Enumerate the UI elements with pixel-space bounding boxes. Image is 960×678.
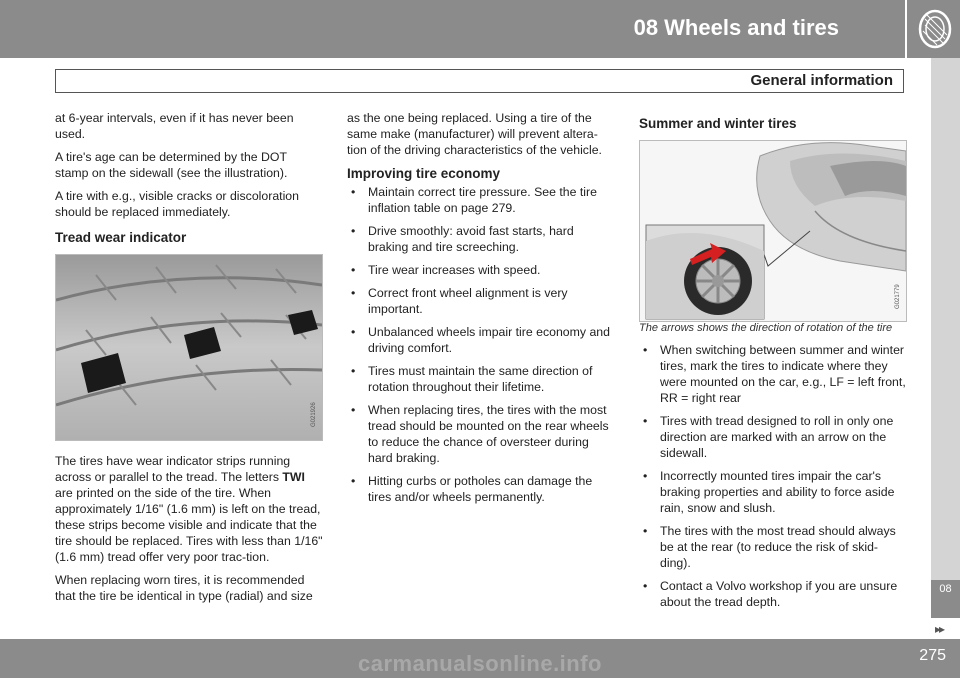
side-tab-strip [931, 58, 960, 618]
tire-economy-list [347, 184, 615, 505]
chapter-tab[interactable] [931, 580, 960, 618]
list-item: • Contact a Volvo workshop if you are unsure about the tread depth. [639, 578, 907, 610]
list-item: • When switching between summer and winter tires, mark the tires to indicate where they were mounted on the car, e.g., LF = left front, RR = right rear [639, 342, 907, 406]
next-page-arrows[interactable]: ▸▸ [935, 622, 944, 636]
col1-paragraph-4: The tires have wear indicator strips running across or parallel to the tread. The letters TWI are printed on the side of the tire. When approximately 1/16" (1.6 mm) is left on the tread, these strips become visible and indicate that the tire should be replaced. Tires with less than 1/16" (1.6 mm) tread offer very poor trac-tion. [55, 454, 323, 564]
car-wheel-image [640, 141, 906, 321]
list-item: • Maintain correct tire pressure. See the tire inflation table on page 279. [347, 184, 615, 216]
col2-paragraph-1: as the one being replaced. Using a tire of the same make (manufacturer) will prevent altera-tion of the driving characteristics of the vehicle. [347, 111, 602, 157]
tread-wear-illustration [55, 254, 323, 441]
header-icon-box [905, 0, 960, 58]
col1-paragraph-2: A tire's age can be determined by the DOT stamp on the sidewall (see the illustration). [55, 150, 288, 180]
chapter-tab-label: 08 [939, 583, 952, 595]
tread-wear-heading: Tread wear indicator [55, 230, 187, 245]
watermark: carmanualsonline.info [358, 651, 602, 676]
footer-bar [0, 639, 960, 678]
list-item: • Incorrectly mounted tires impair the car's braking properties and ability to force aside rain, snow and slush. [639, 468, 907, 516]
column-1 [55, 110, 323, 611]
chapter-title: 08 Wheels and tires [633, 15, 839, 40]
section-title: General information [750, 72, 893, 89]
list-item: • Unbalanced wheels impair tire economy and driving comfort. [347, 324, 615, 356]
summer-winter-heading: Summer and winter tires [639, 116, 797, 131]
figure-code: G021926 [311, 402, 317, 427]
col1-paragraph-1: at 6-year intervals, even if it has never been used. [55, 111, 294, 141]
col1-paragraph-3: A tire with e.g., visible cracks or discoloration should be replaced immediately. [55, 189, 299, 219]
list-item: • Tires with tread designed to roll in only one direction are marked with an arrow on the sidewall. [639, 413, 907, 461]
summer-winter-list [639, 342, 907, 610]
tire-economy-heading: Improving tire economy [347, 166, 501, 181]
list-item: • Hitting curbs or potholes can damage the tires and/or wheels permanently. [347, 473, 615, 505]
tire-tread-image [56, 255, 322, 440]
list-item: • Tires must maintain the same direction of rotation throughout their lifetime. [347, 363, 615, 395]
col1-paragraph-5: When replacing worn tires, it is recommended that the tire be identical in type (radial) and size [55, 573, 313, 603]
rotation-illustration [639, 140, 907, 322]
column-2 [347, 110, 615, 512]
page-number: 275 [919, 647, 946, 664]
tire-icon [917, 9, 953, 49]
list-item: • When replacing tires, the tires with the most tread should be mounted on the rear wheels to reduce the chance of oversteer during hard braking. [347, 402, 615, 466]
figure-code: G021779 [895, 284, 901, 309]
list-item: • Tire wear increases with speed. [347, 262, 615, 278]
header-bar [0, 0, 905, 58]
section-header [55, 69, 904, 93]
column-3 [639, 110, 907, 617]
list-item: • Correct front wheel alignment is very important. [347, 285, 615, 317]
list-item: • Drive smoothly: avoid fast starts, hard braking and tire screeching. [347, 223, 615, 255]
figure-caption: The arrows shows the direction of rotation of the tire [639, 322, 893, 334]
list-item: • The tires with the most tread should always be at the rear (to reduce the risk of skid-ding). [639, 523, 907, 571]
